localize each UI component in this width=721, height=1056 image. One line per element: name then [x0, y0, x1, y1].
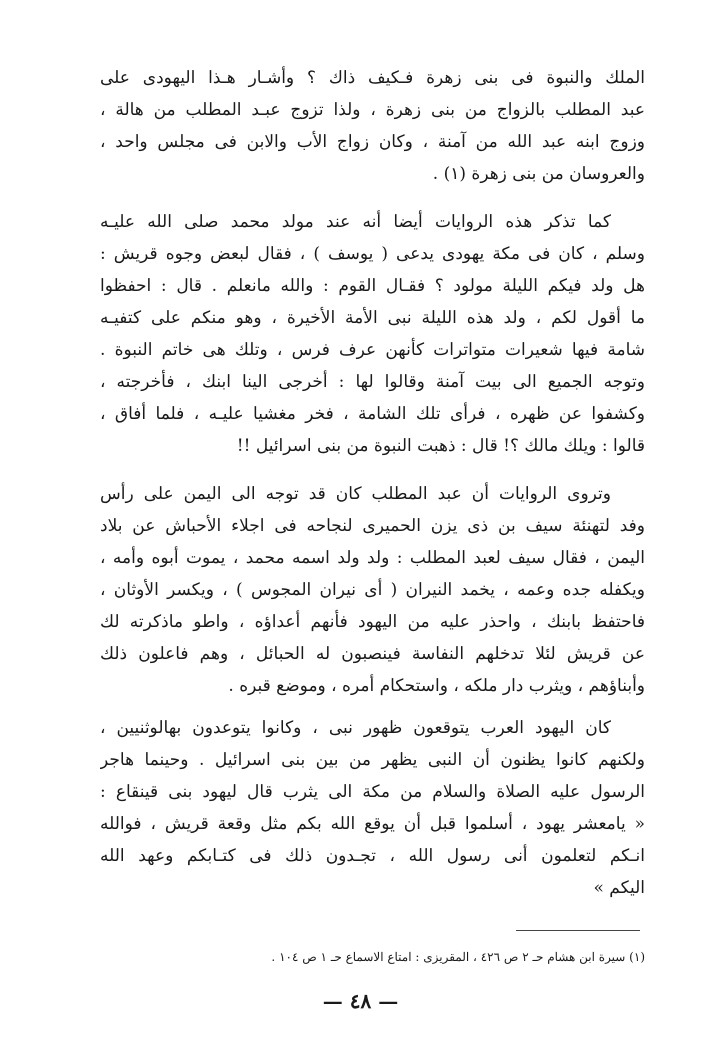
paragraph-2	[100, 206, 645, 462]
text-line: وأبناؤهم ، ويثرب دار ملكه ، واستحكام أمره ، وموضع قبره .	[228, 676, 645, 696]
text-line: قالوا : ويلك مالك ؟! قال : ذهبت النبوة من بنى اسرائيل !!	[236, 436, 645, 456]
text-line: هل ولد فيكم الليلة مولود ؟ فقـال القوم : والله مانعلم . قال : احفظوا	[100, 276, 645, 296]
text-line: وفد لتهنئة سيف بن ذى يزن الحميرى لنجاحه فى اجلاء الأحباش عن بلاد	[100, 516, 645, 536]
text-line: ما أقول لكم ، ولد هذه الليلة نبى الأمة الأخيرة ، وهو منكم على كتفيـه	[100, 308, 645, 328]
text-line: اليمن ، فقال سيف لعبد المطلب : ولد ولد اسمه محمد ، يموت أبوه وأمه ،	[100, 548, 645, 568]
text-line: عن قريش لئلا تدخلهم النفاسة فينصبون له الحبائل ، وهم فاعلون ذلك	[100, 644, 645, 664]
text-line: شامة فيها شعيرات متواترات كأنهن عرف فرس ، وتلك هى خاتم النبوة .	[100, 340, 645, 360]
text-line: ولكنهم كانوا يظنون أن النبى يظهر من بين بنى اسرائيل . وحينما هاجر	[100, 750, 645, 770]
paragraph-1	[100, 62, 645, 190]
page-number: — ٤٨ —	[322, 989, 399, 1013]
text-line: كان اليهود العرب يتوقعون ظهور نبى ، وكانوا يتوعدون بهالوثنيين ،	[100, 718, 611, 738]
text-line: وتروى الروايات أن عبد المطلب كان قد توجه الى اليمن على رأس	[100, 484, 611, 504]
text-line: انـكم لتعلمون أنى رسول الله ، تجـدون ذلك فى كتـابكم وعهد الله	[100, 846, 645, 866]
text-line: الملك والنبوة فى بنى زهرة فـكيف ذاك ؟ وأشـار هـذا اليهودى على	[100, 68, 645, 88]
footnote-divider	[516, 930, 640, 931]
text-line: الرسول عليه الصلاة والسلام من مكة الى يثرب قال ليهود بنى قينقاع :	[100, 782, 645, 802]
text-line: وسلم ، كان فى مكة يهودى يدعى ( يوسف ) ، فقال لبعض وجوه قريش :	[100, 244, 645, 264]
text-line: اليكم »	[593, 878, 645, 898]
text-line: عبد المطلب بالزواج من بنى زهرة ، ولذا تزوج عبـد المطلب من هالة ،	[100, 100, 645, 120]
text-line: ويكفله جده وعمه ، يخمد النيران ( أى نيران المجوس ) ، ويكسر الأوثان ،	[100, 580, 645, 600]
paragraph-4	[100, 712, 645, 904]
text-line: وتوجه الجميع الى بيت آمنة وقالوا لها : أخرجى الينا ابنك ، فأخرجته ،	[100, 372, 645, 392]
paragraph-3	[100, 478, 645, 702]
footnote: (١) سيرة ابن هشام حـ ٢ ص ٤٢٦ ، المقريزى : امتاع الاسماع حـ ١ ص ١٠٤ .	[271, 950, 645, 964]
text-line: والعروسان من بنى زهرة (١) .	[432, 164, 645, 184]
text-line: وزوج ابنه عبد الله من آمنة ، وكان زواج الأب والابن فى مجلس واحد ،	[100, 132, 645, 152]
text-line: وكشفوا عن ظهره ، فرأى تلك الشامة ، فخر مغشيا عليـه ، فلما أفاق ،	[100, 404, 645, 424]
text-line: كما تذكر هذه الروايات أيضا أنه عند مولد محمد صلى الله عليـه	[100, 212, 611, 232]
text-line: « يامعشر يهود ، أسلموا قبل أن يوقع الله بكم مثل وقعة قريش ، فوالله	[100, 814, 645, 834]
text-line: فاحتفظ بابنك ، واحذر عليه من اليهود فأنهم أعداؤه ، واطو ماذكرته لك	[100, 612, 645, 632]
